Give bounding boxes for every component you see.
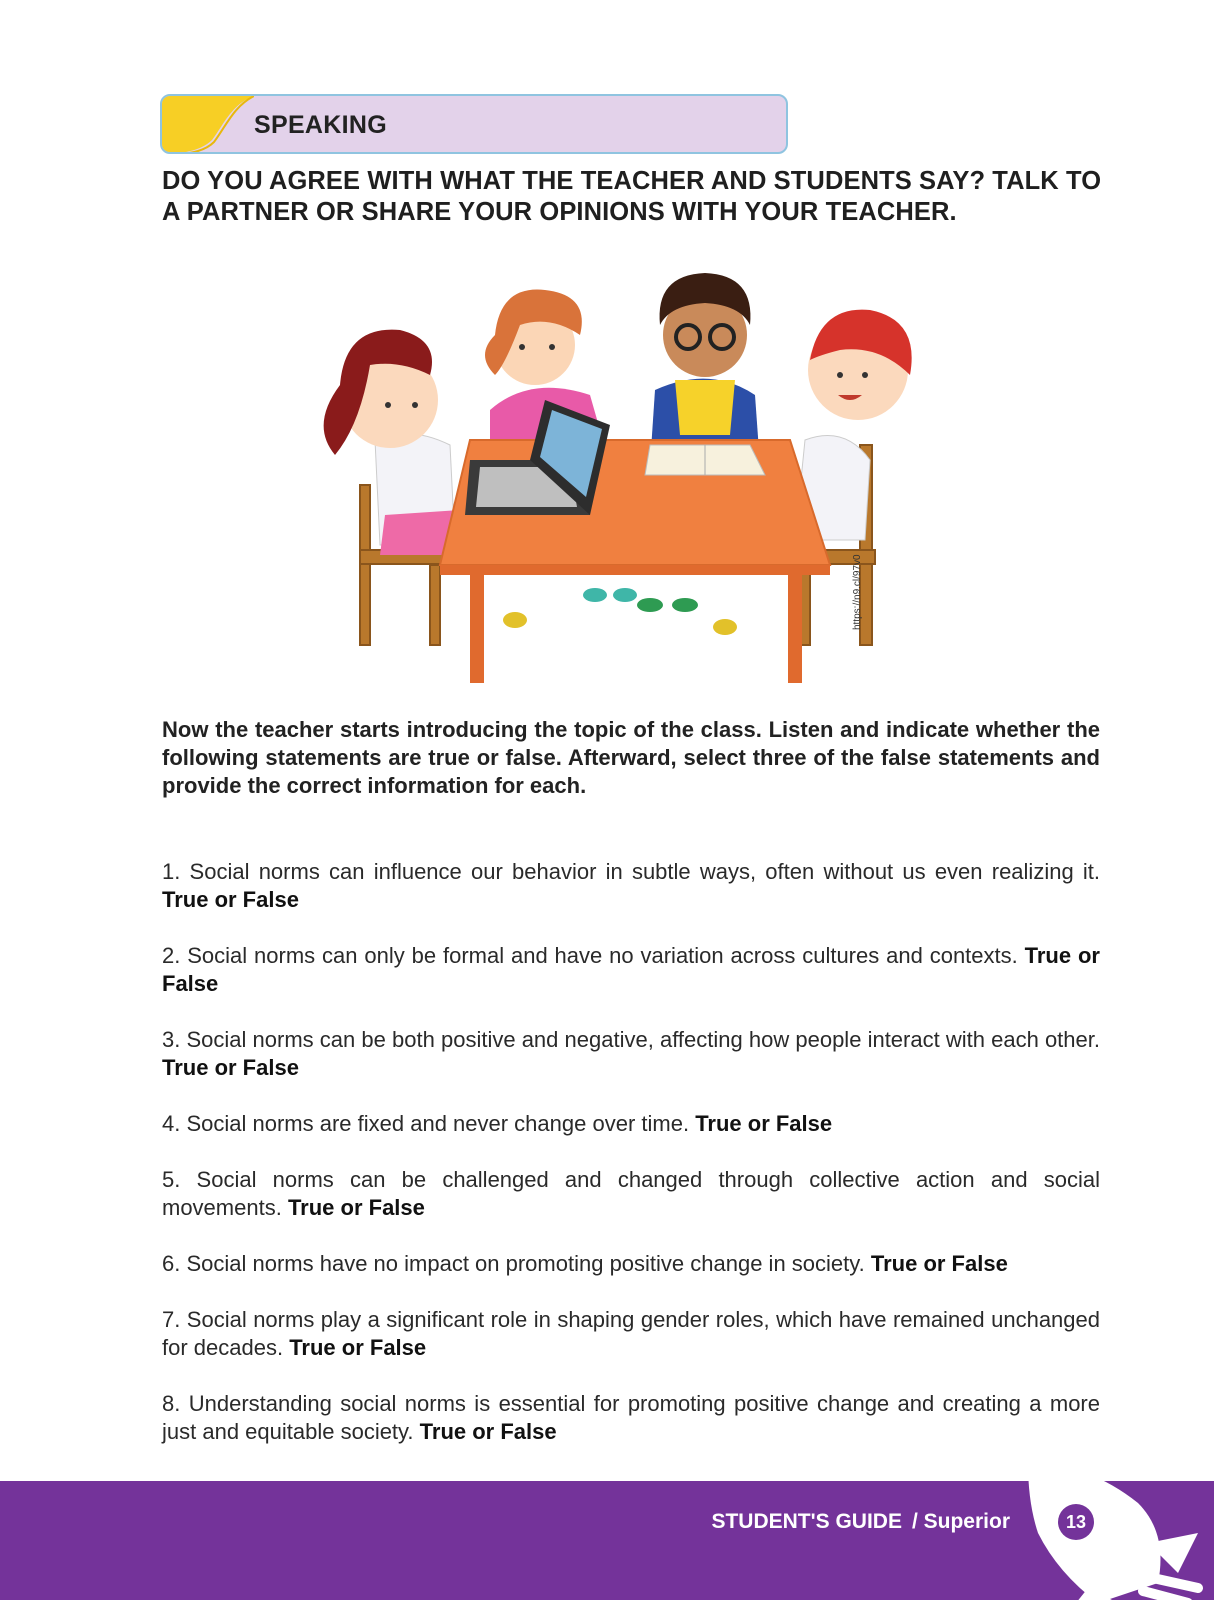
open-book xyxy=(645,445,765,475)
listening-instructions: Now the teacher starts introducing the topic of the class. Listen and indicate whether the following statements are true or false. Afterward, select three of the false statements and provide the correct information for each. xyxy=(162,717,1100,798)
girl-left-laptop xyxy=(324,330,470,555)
statement-text: 8. Understanding social norms is essential for promoting positive change and creating a more just and equitable society. xyxy=(162,1391,1100,1444)
guide-level: / Superior xyxy=(911,1510,1010,1533)
statement-text: 3. Social norms can be both positive and negative, affecting how people interact with each other. xyxy=(162,1027,1100,1052)
section-banner xyxy=(160,94,788,154)
page-number: 13 xyxy=(1058,1504,1094,1540)
statement-list xyxy=(162,858,1100,1474)
activity-heading: DO YOU AGREE WITH WHAT THE TEACHER AND STUDENTS SAY? TALK TO A PARTNER OR SHARE YOUR OPINIONS WITH YOUR TEACHER. xyxy=(162,167,1102,226)
true-false-label: True or False xyxy=(289,1335,427,1360)
classroom-illustration xyxy=(290,265,930,695)
true-false-label: True or False xyxy=(419,1419,557,1444)
statement-item xyxy=(162,1250,1100,1278)
statement-item xyxy=(162,1390,1100,1446)
statement-text: 4. Social norms are fixed and never change over time. xyxy=(162,1111,690,1136)
true-false-label: True or False xyxy=(870,1251,1008,1276)
statement-text: 7. Social norms play a significant role in shaping gender roles, which have remained unchanged for decades. xyxy=(162,1307,1100,1360)
rocket-icon xyxy=(1028,1463,1214,1603)
statement-item xyxy=(162,858,1100,914)
true-false-label: True or False xyxy=(162,887,299,912)
statement-text: 1. Social norms can influence our behavior in subtle ways, often without us even realizing it. xyxy=(162,859,1100,884)
true-false-label: True or False xyxy=(695,1111,833,1136)
statement-item xyxy=(162,942,1100,998)
page-footer xyxy=(0,1481,1214,1600)
guide-title: STUDENT'S GUIDE xyxy=(711,1510,902,1533)
statement-item xyxy=(162,1306,1100,1362)
statement-item xyxy=(162,1026,1100,1082)
shoes xyxy=(503,588,737,635)
banner-tab-shape xyxy=(162,96,254,154)
footer-guide-label xyxy=(711,1510,1016,1534)
true-false-label: True or False xyxy=(162,943,1100,996)
statement-item xyxy=(162,1110,1100,1138)
statement-text: 5. Social norms can be challenged and changed through collective action and social movements. xyxy=(162,1167,1100,1220)
statement-text: 2. Social norms can only be formal and have no variation across cultures and contexts. xyxy=(162,943,1018,968)
image-credit: https://n9.cl/97v0 xyxy=(852,554,863,630)
statement-item xyxy=(162,1166,1100,1222)
statement-text: 6. Social norms have no impact on promoting positive change in society. xyxy=(162,1251,865,1276)
boy-glasses xyxy=(650,273,760,465)
true-false-label: True or False xyxy=(162,1055,299,1080)
girl-right-waving xyxy=(795,310,912,540)
section-title: SPEAKING xyxy=(254,111,387,139)
true-false-label: True or False xyxy=(287,1195,425,1220)
